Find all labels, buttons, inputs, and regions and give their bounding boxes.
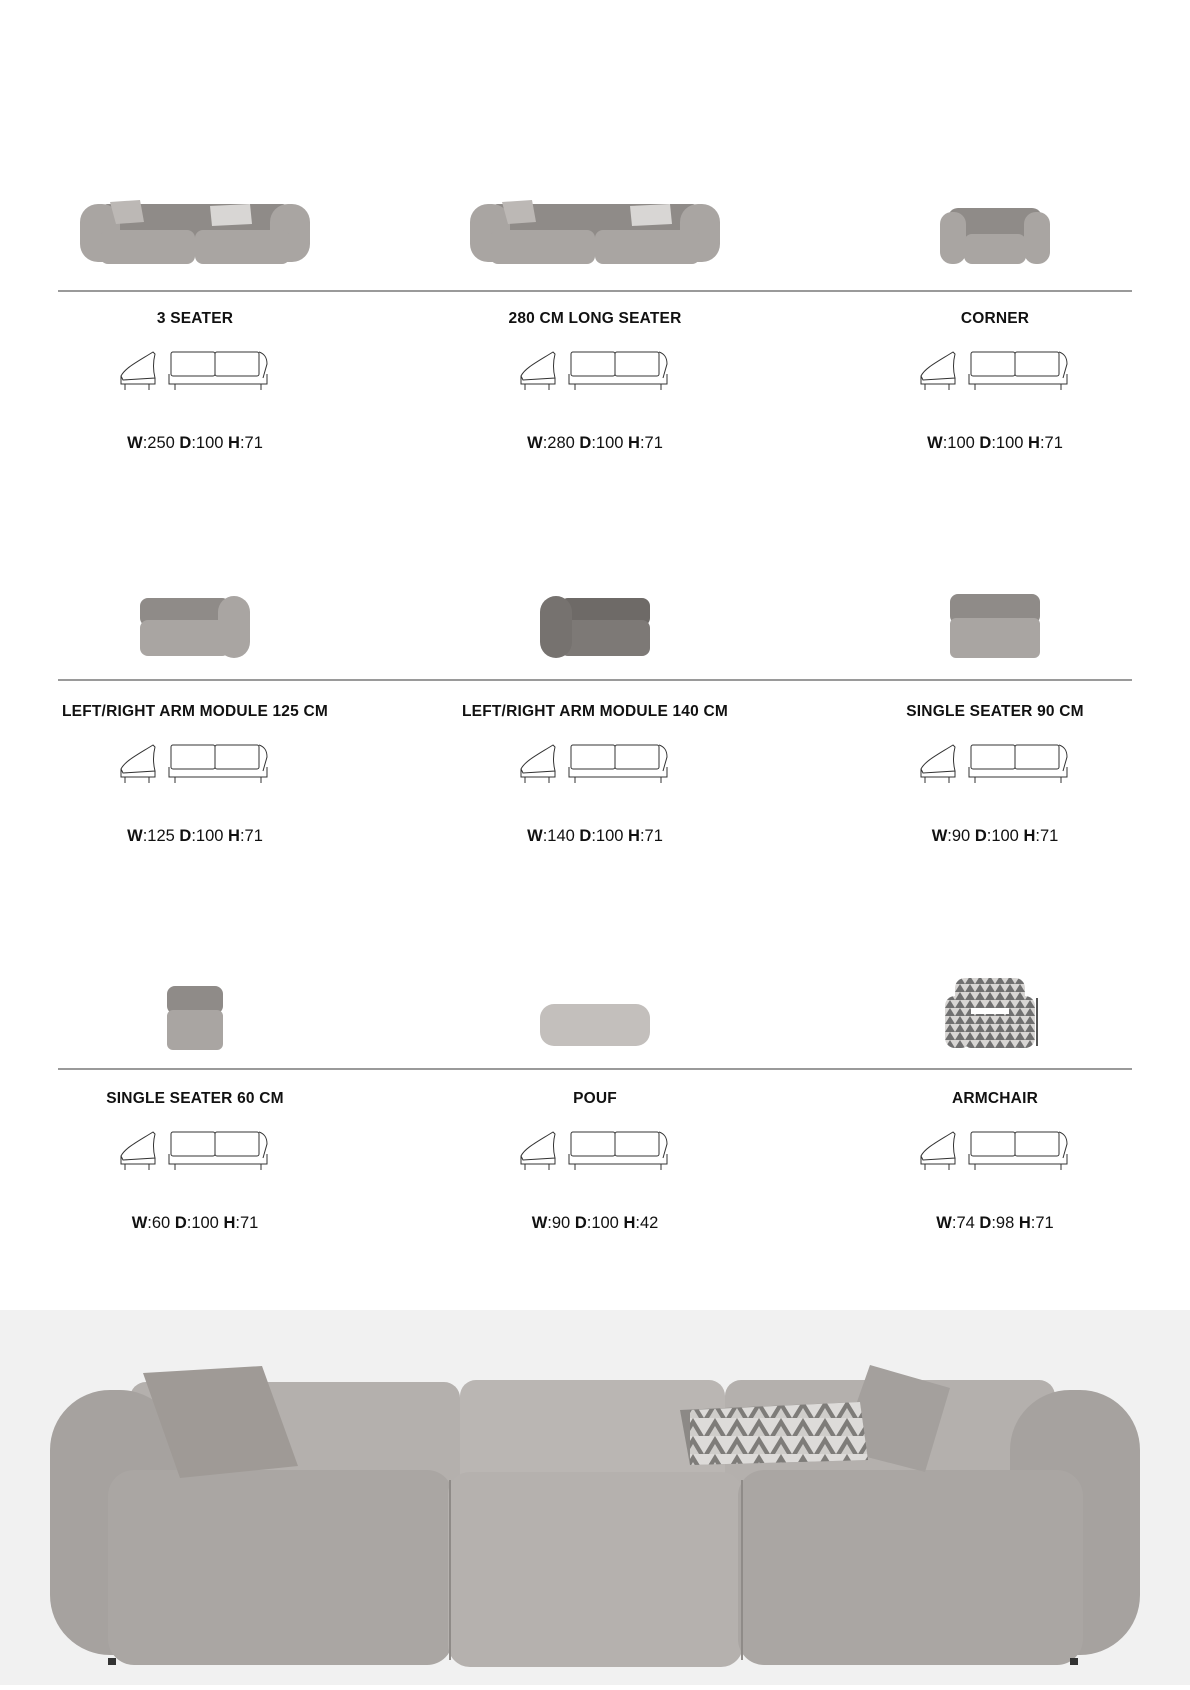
dim-value-h: :71 — [1039, 434, 1063, 452]
dim-value-h: :71 — [639, 434, 663, 452]
dim-value-w: :100 — [942, 434, 980, 452]
dim-label-h: H — [1023, 827, 1036, 845]
dim-value-h: :71 — [1030, 1214, 1054, 1232]
product-name: SINGLE SEATER 60 CM — [106, 1090, 284, 1107]
dim-value-d: :100 — [986, 827, 1024, 845]
product-item-corner-module — [815, 190, 1175, 490]
dim-label-d: D — [579, 827, 592, 845]
product-name: SINGLE SEATER 90 CM — [906, 703, 1084, 720]
product-item-armchair-patterned — [815, 970, 1175, 1270]
dim-value-h: :71 — [239, 827, 263, 845]
product-name: POUF — [573, 1090, 617, 1107]
product-dimensions — [415, 827, 775, 846]
product-dimensions — [815, 434, 1175, 453]
hero-sofa-photo — [0, 1310, 1190, 1685]
product-name: LEFT/RIGHT ARM MODULE 140 CM — [462, 703, 728, 720]
side-front-view-drawing-icon — [115, 1124, 275, 1174]
product-name: LEFT/RIGHT ARM MODULE 125 CM — [62, 703, 328, 720]
side-front-view-drawing-icon — [915, 344, 1075, 394]
product-photo — [140, 590, 250, 665]
side-front-view-drawing-icon — [515, 344, 675, 394]
product-dimensions — [815, 1214, 1175, 1233]
product-name: ARMCHAIR — [952, 1090, 1038, 1107]
dim-value-w: :140 — [542, 827, 580, 845]
dim-label-d: D — [179, 434, 192, 452]
dim-value-d: :98 — [991, 1214, 1019, 1232]
dim-value-d: :100 — [191, 434, 229, 452]
dim-label-w: W — [527, 827, 543, 845]
product-dimensions — [15, 1214, 375, 1233]
product-item-arm-module-left — [415, 580, 775, 880]
dim-label-w: W — [127, 434, 143, 452]
dim-label-d: D — [979, 434, 992, 452]
dim-value-w: :125 — [142, 827, 180, 845]
dim-label-d: D — [174, 1214, 187, 1232]
product-photo — [945, 976, 1045, 1055]
product-photo — [940, 200, 1050, 275]
product-name: 3 SEATER — [156, 310, 234, 327]
side-front-view-drawing-icon — [515, 1124, 675, 1174]
dim-label-w: W — [927, 434, 943, 452]
dim-value-d: :100 — [591, 434, 629, 452]
dim-label-h: H — [223, 1214, 236, 1232]
dim-value-h: :71 — [239, 434, 263, 452]
product-photo — [950, 590, 1040, 665]
dim-value-d: :100 — [591, 827, 629, 845]
product-name: 280 CM LONG SEATER — [508, 310, 682, 327]
side-front-view-drawing-icon — [515, 737, 675, 787]
product-dimensions — [415, 434, 775, 453]
product-item-3-seater-sofa — [15, 190, 375, 490]
dim-label-w: W — [127, 827, 143, 845]
product-photo — [540, 590, 650, 665]
product-dimensions — [815, 827, 1175, 846]
product-photo — [540, 1000, 650, 1055]
dim-label-d: D — [979, 1214, 992, 1232]
dim-label-w: W — [131, 1214, 148, 1232]
dim-label-h: H — [623, 1214, 636, 1232]
product-item-single-module — [815, 580, 1175, 880]
dim-value-w: :74 — [951, 1214, 980, 1232]
dim-label-d: D — [974, 827, 987, 845]
dim-label-d: D — [179, 827, 192, 845]
side-front-view-drawing-icon — [915, 737, 1075, 787]
product-dimensions — [15, 434, 375, 453]
dim-value-w: :90 — [547, 1214, 575, 1232]
side-front-view-drawing-icon — [115, 344, 275, 394]
dim-value-w: :250 — [142, 434, 180, 452]
dim-label-d: D — [579, 434, 592, 452]
hero-sofa-image — [0, 1310, 1190, 1685]
dim-label-w: W — [531, 1214, 548, 1232]
dim-value-h: :71 — [1035, 827, 1059, 845]
dim-value-h: :71 — [639, 827, 663, 845]
dim-label-h: H — [628, 827, 640, 845]
dim-label-d: D — [574, 1214, 587, 1232]
product-item-arm-module-right — [15, 580, 375, 880]
side-front-view-drawing-icon — [115, 737, 275, 787]
product-item-single-module-narrow — [15, 970, 375, 1270]
dim-label-h: H — [628, 434, 640, 452]
product-photo — [167, 984, 223, 1055]
dim-label-h: H — [1028, 434, 1040, 452]
side-front-view-drawing-icon — [915, 1124, 1075, 1174]
dim-value-d: :100 — [191, 827, 229, 845]
dim-label-h: H — [1018, 1214, 1031, 1232]
product-item-long-sofa — [415, 190, 775, 490]
dim-value-d: :100 — [991, 434, 1029, 452]
dim-label-w: W — [931, 827, 948, 845]
product-dimensions — [415, 1214, 775, 1233]
dim-label-w: W — [936, 1214, 952, 1232]
dim-value-w: :90 — [947, 827, 975, 845]
dim-value-d: :100 — [186, 1214, 224, 1232]
dim-value-h: :71 — [235, 1214, 259, 1232]
dim-label-h: H — [228, 434, 240, 452]
dim-value-w: :280 — [542, 434, 580, 452]
product-photo — [470, 190, 720, 275]
product-photo — [80, 190, 310, 275]
product-name: CORNER — [960, 310, 1030, 327]
dim-value-w: :60 — [147, 1214, 175, 1232]
dim-label-h: H — [228, 827, 240, 845]
dim-value-d: :100 — [586, 1214, 624, 1232]
product-item-pouf — [415, 970, 775, 1270]
dim-label-w: W — [527, 434, 543, 452]
product-dimensions — [15, 827, 375, 846]
dim-value-h: :42 — [635, 1214, 659, 1232]
